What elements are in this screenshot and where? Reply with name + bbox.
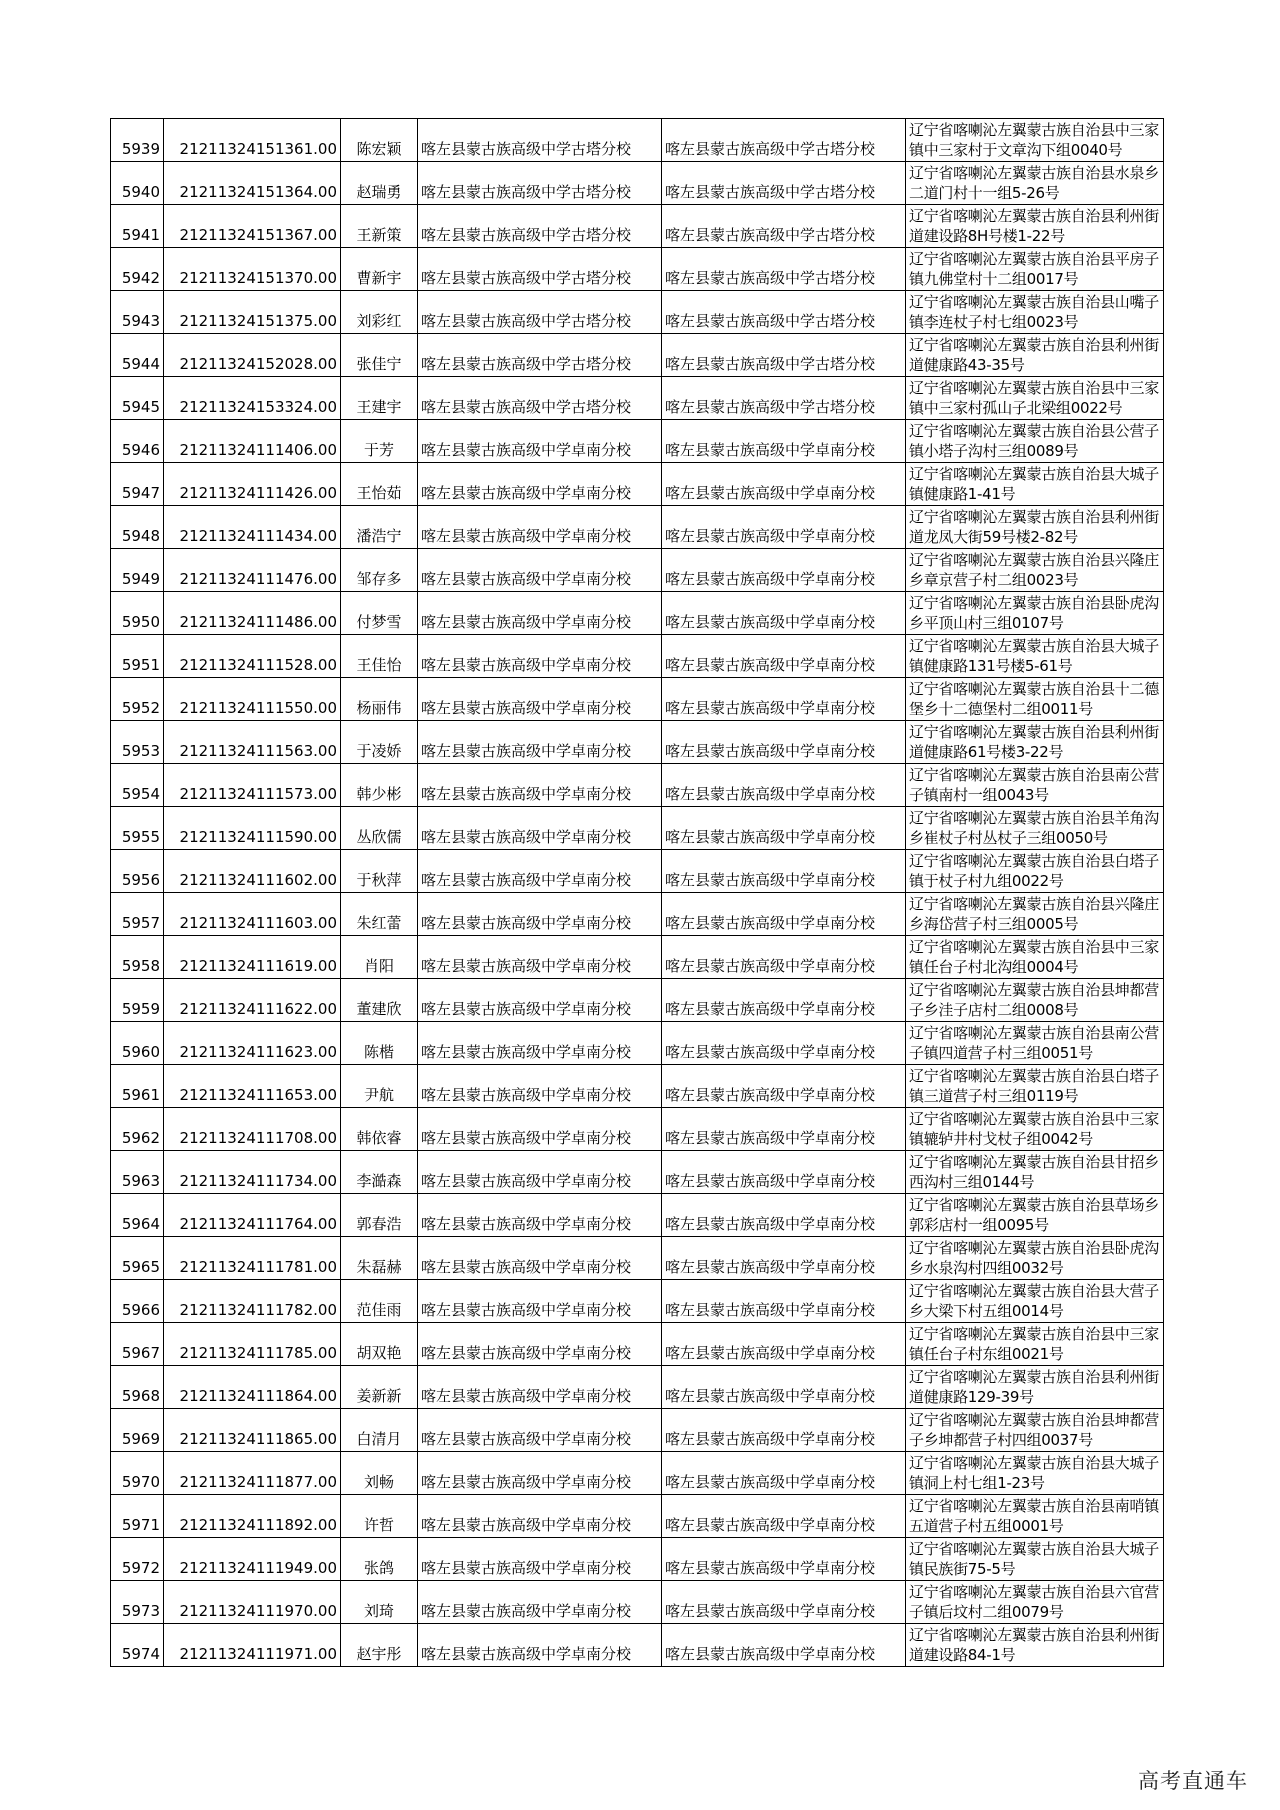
address-cell: 辽宁省喀喇沁左翼蒙古族自治县平房子镇九佛堂村十二组0017号 [906,248,1164,291]
row-number-cell: 5967 [111,1323,164,1366]
student-name-cell: 白清月 [341,1409,418,1452]
school-cell: 喀左县蒙古族高级中学卓南分校 [418,420,662,463]
school-cell: 喀左县蒙古族高级中学古塔分校 [418,248,662,291]
row-number-cell: 5950 [111,592,164,635]
school-cell: 喀左县蒙古族高级中学卓南分校 [418,1495,662,1538]
student-name-cell: 董建欣 [341,979,418,1022]
school-cell: 喀左县蒙古族高级中学卓南分校 [418,893,662,936]
row-number-cell: 5964 [111,1194,164,1237]
school-cell: 喀左县蒙古族高级中学古塔分校 [418,205,662,248]
address-cell: 辽宁省喀喇沁左翼蒙古族自治县白塔子镇于杖子村九组0022号 [906,850,1164,893]
school-cell: 喀左县蒙古族高级中学卓南分校 [418,1366,662,1409]
school-cell: 喀左县蒙古族高级中学卓南分校 [418,764,662,807]
school-cell: 喀左县蒙古族高级中学卓南分校 [418,1065,662,1108]
row-number-cell: 5957 [111,893,164,936]
exam-id-cell: 21211324111550.00 [164,678,341,721]
student-name-cell: 朱红蕾 [341,893,418,936]
row-number-cell: 5966 [111,1280,164,1323]
exam-id-cell: 21211324111602.00 [164,850,341,893]
school-cell: 喀左县蒙古族高级中学古塔分校 [418,377,662,420]
address-cell: 辽宁省喀喇沁左翼蒙古族自治县卧虎沟乡水泉沟村四组0032号 [906,1237,1164,1280]
school-cell: 喀左县蒙古族高级中学卓南分校 [418,1151,662,1194]
student-name-cell: 姜新新 [341,1366,418,1409]
address-cell: 辽宁省喀喇沁左翼蒙古族自治县甘招乡西沟村三组0144号 [906,1151,1164,1194]
admission-school-cell: 喀左县蒙古族高级中学卓南分校 [662,936,906,979]
student-table [110,118,1164,1667]
student-name-cell: 张佳宁 [341,334,418,377]
table-row [111,291,1164,334]
table-row [111,463,1164,506]
row-number-cell: 5942 [111,248,164,291]
student-table-container [110,118,1164,1667]
exam-id-cell: 21211324111486.00 [164,592,341,635]
table-row [111,1409,1164,1452]
school-cell: 喀左县蒙古族高级中学卓南分校 [418,1409,662,1452]
admission-school-cell: 喀左县蒙古族高级中学古塔分校 [662,377,906,420]
school-cell: 喀左县蒙古族高级中学卓南分校 [418,1108,662,1151]
student-name-cell: 朱磊赫 [341,1237,418,1280]
exam-id-cell: 21211324111619.00 [164,936,341,979]
school-cell: 喀左县蒙古族高级中学卓南分校 [418,1022,662,1065]
admission-school-cell: 喀左县蒙古族高级中学卓南分校 [662,635,906,678]
admission-school-cell: 喀左县蒙古族高级中学卓南分校 [662,850,906,893]
address-cell: 辽宁省喀喇沁左翼蒙古族自治县兴隆庄乡海岱营子村三组0005号 [906,893,1164,936]
student-name-cell: 郭春浩 [341,1194,418,1237]
admission-school-cell: 喀左县蒙古族高级中学古塔分校 [662,334,906,377]
address-cell: 辽宁省喀喇沁左翼蒙古族自治县山嘴子镇李连杖子村七组0023号 [906,291,1164,334]
address-cell: 辽宁省喀喇沁左翼蒙古族自治县利州街道建设路84-1号 [906,1624,1164,1667]
table-row [111,1022,1164,1065]
admission-school-cell: 喀左县蒙古族高级中学卓南分校 [662,1538,906,1581]
student-name-cell: 邹存多 [341,549,418,592]
row-number-cell: 5969 [111,1409,164,1452]
table-row [111,1237,1164,1280]
school-cell: 喀左县蒙古族高级中学卓南分校 [418,850,662,893]
table-row [111,420,1164,463]
student-name-cell: 张鸽 [341,1538,418,1581]
exam-id-cell: 21211324111781.00 [164,1237,341,1280]
exam-id-cell: 21211324111764.00 [164,1194,341,1237]
table-row [111,1366,1164,1409]
admission-school-cell: 喀左县蒙古族高级中学卓南分校 [662,979,906,1022]
admission-school-cell: 喀左县蒙古族高级中学卓南分校 [662,1323,906,1366]
student-name-cell: 曹新宇 [341,248,418,291]
exam-id-cell: 21211324111864.00 [164,1366,341,1409]
exam-id-cell: 21211324111426.00 [164,463,341,506]
table-row [111,635,1164,678]
admission-school-cell: 喀左县蒙古族高级中学卓南分校 [662,1194,906,1237]
address-cell: 辽宁省喀喇沁左翼蒙古族自治县公营子镇小塔子沟村三组0089号 [906,420,1164,463]
table-row [111,1538,1164,1581]
exam-id-cell: 21211324111622.00 [164,979,341,1022]
row-number-cell: 5943 [111,291,164,334]
exam-id-cell: 21211324111892.00 [164,1495,341,1538]
address-cell: 辽宁省喀喇沁左翼蒙古族自治县大城子镇洞上村七组1-23号 [906,1452,1164,1495]
table-row [111,1151,1164,1194]
row-number-cell: 5968 [111,1366,164,1409]
table-row [111,850,1164,893]
row-number-cell: 5958 [111,936,164,979]
school-cell: 喀左县蒙古族高级中学卓南分校 [418,506,662,549]
row-number-cell: 5973 [111,1581,164,1624]
admission-school-cell: 喀左县蒙古族高级中学卓南分校 [662,807,906,850]
exam-id-cell: 21211324111563.00 [164,721,341,764]
row-number-cell: 5951 [111,635,164,678]
table-row [111,721,1164,764]
school-cell: 喀左县蒙古族高级中学卓南分校 [418,1237,662,1280]
school-cell: 喀左县蒙古族高级中学卓南分校 [418,549,662,592]
exam-id-cell: 21211324153324.00 [164,377,341,420]
admission-school-cell: 喀左县蒙古族高级中学卓南分校 [662,592,906,635]
admission-school-cell: 喀左县蒙古族高级中学古塔分校 [662,291,906,334]
student-name-cell: 韩依睿 [341,1108,418,1151]
table-row [111,377,1164,420]
address-cell: 辽宁省喀喇沁左翼蒙古族自治县十二德堡乡十二德堡村二组0011号 [906,678,1164,721]
exam-id-cell: 21211324111528.00 [164,635,341,678]
address-cell: 辽宁省喀喇沁左翼蒙古族自治县水泉乡二道门村十一组5-26号 [906,162,1164,205]
student-name-cell: 于芳 [341,420,418,463]
admission-school-cell: 喀左县蒙古族高级中学卓南分校 [662,893,906,936]
table-row [111,334,1164,377]
exam-id-cell: 21211324111406.00 [164,420,341,463]
address-cell: 辽宁省喀喇沁左翼蒙古族自治县中三家镇辘轳井村戈杖子组0042号 [906,1108,1164,1151]
address-cell: 辽宁省喀喇沁左翼蒙古族自治县坤都营子乡洼子店村二组0008号 [906,979,1164,1022]
row-number-cell: 5956 [111,850,164,893]
address-cell: 辽宁省喀喇沁左翼蒙古族自治县坤都营子乡坤都营子村四组0037号 [906,1409,1164,1452]
address-cell: 辽宁省喀喇沁左翼蒙古族自治县羊角沟乡崔杖子村丛杖子三组0050号 [906,807,1164,850]
exam-id-cell: 21211324111782.00 [164,1280,341,1323]
school-cell: 喀左县蒙古族高级中学卓南分校 [418,936,662,979]
admission-school-cell: 喀左县蒙古族高级中学卓南分校 [662,1237,906,1280]
address-cell: 辽宁省喀喇沁左翼蒙古族自治县中三家镇任台子村东组0021号 [906,1323,1164,1366]
admission-school-cell: 喀左县蒙古族高级中学卓南分校 [662,1108,906,1151]
row-number-cell: 5953 [111,721,164,764]
student-name-cell: 杨丽伟 [341,678,418,721]
school-cell: 喀左县蒙古族高级中学古塔分校 [418,162,662,205]
row-number-cell: 5960 [111,1022,164,1065]
exam-id-cell: 21211324111785.00 [164,1323,341,1366]
student-name-cell: 韩少彬 [341,764,418,807]
school-cell: 喀左县蒙古族高级中学卓南分校 [418,592,662,635]
exam-id-cell: 21211324152028.00 [164,334,341,377]
table-row [111,1495,1164,1538]
row-number-cell: 5955 [111,807,164,850]
address-cell: 辽宁省喀喇沁左翼蒙古族自治县白塔子镇三道营子村三组0119号 [906,1065,1164,1108]
address-cell: 辽宁省喀喇沁左翼蒙古族自治县六官营子镇后坟村二组0079号 [906,1581,1164,1624]
row-number-cell: 5939 [111,119,164,162]
table-row [111,936,1164,979]
address-cell: 辽宁省喀喇沁左翼蒙古族自治县中三家镇中三家村于文章沟下组0040号 [906,119,1164,162]
admission-school-cell: 喀左县蒙古族高级中学古塔分校 [662,205,906,248]
address-cell: 辽宁省喀喇沁左翼蒙古族自治县利州街道龙凤大街59号楼2-82号 [906,506,1164,549]
table-row [111,807,1164,850]
table-row [111,592,1164,635]
row-number-cell: 5947 [111,463,164,506]
address-cell: 辽宁省喀喇沁左翼蒙古族自治县草场乡郭彩店村一组0095号 [906,1194,1164,1237]
address-cell: 辽宁省喀喇沁左翼蒙古族自治县兴隆庄乡章京营子村二组0023号 [906,549,1164,592]
student-name-cell: 刘彩红 [341,291,418,334]
admission-school-cell: 喀左县蒙古族高级中学卓南分校 [662,463,906,506]
admission-school-cell: 喀左县蒙古族高级中学卓南分校 [662,1065,906,1108]
row-number-cell: 5944 [111,334,164,377]
address-cell: 辽宁省喀喇沁左翼蒙古族自治县南公营子镇四道营子村三组0051号 [906,1022,1164,1065]
row-number-cell: 5974 [111,1624,164,1667]
admission-school-cell: 喀左县蒙古族高级中学古塔分校 [662,162,906,205]
exam-id-cell: 21211324111590.00 [164,807,341,850]
exam-id-cell: 21211324111573.00 [164,764,341,807]
school-cell: 喀左县蒙古族高级中学卓南分校 [418,1538,662,1581]
row-number-cell: 5972 [111,1538,164,1581]
school-cell: 喀左县蒙古族高级中学卓南分校 [418,721,662,764]
table-row [111,1323,1164,1366]
admission-school-cell: 喀左县蒙古族高级中学卓南分校 [662,678,906,721]
school-cell: 喀左县蒙古族高级中学卓南分校 [418,1194,662,1237]
table-row [111,893,1164,936]
school-cell: 喀左县蒙古族高级中学卓南分校 [418,1452,662,1495]
exam-id-cell: 21211324111476.00 [164,549,341,592]
table-row [111,678,1164,721]
school-cell: 喀左县蒙古族高级中学卓南分校 [418,1581,662,1624]
school-cell: 喀左县蒙古族高级中学卓南分校 [418,635,662,678]
address-cell: 辽宁省喀喇沁左翼蒙古族自治县南公营子镇南村一组0043号 [906,764,1164,807]
address-cell: 辽宁省喀喇沁左翼蒙古族自治县南哨镇五道营子村五组0001号 [906,1495,1164,1538]
table-row [111,1280,1164,1323]
student-name-cell: 李澔森 [341,1151,418,1194]
address-cell: 辽宁省喀喇沁左翼蒙古族自治县大城子镇健康路1-41号 [906,463,1164,506]
admission-school-cell: 喀左县蒙古族高级中学卓南分校 [662,549,906,592]
admission-school-cell: 喀左县蒙古族高级中学卓南分校 [662,1366,906,1409]
table-row [111,549,1164,592]
table-row [111,506,1164,549]
table-row [111,1581,1164,1624]
student-name-cell: 赵宇彤 [341,1624,418,1667]
table-row [111,979,1164,1022]
row-number-cell: 5965 [111,1237,164,1280]
school-cell: 喀左县蒙古族高级中学卓南分校 [418,678,662,721]
row-number-cell: 5948 [111,506,164,549]
exam-id-cell: 21211324111734.00 [164,1151,341,1194]
table-row [111,1065,1164,1108]
school-cell: 喀左县蒙古族高级中学卓南分校 [418,1323,662,1366]
table-row [111,248,1164,291]
row-number-cell: 5961 [111,1065,164,1108]
address-cell: 辽宁省喀喇沁左翼蒙古族自治县卧虎沟乡平顶山村三组0107号 [906,592,1164,635]
row-number-cell: 5946 [111,420,164,463]
table-row [111,1452,1164,1495]
student-name-cell: 胡双艳 [341,1323,418,1366]
address-cell: 辽宁省喀喇沁左翼蒙古族自治县利州街道建设路8H号楼1-22号 [906,205,1164,248]
student-name-cell: 付梦雪 [341,592,418,635]
school-cell: 喀左县蒙古族高级中学古塔分校 [418,291,662,334]
exam-id-cell: 21211324111603.00 [164,893,341,936]
admission-school-cell: 喀左县蒙古族高级中学卓南分校 [662,1581,906,1624]
admission-school-cell: 喀左县蒙古族高级中学古塔分校 [662,248,906,291]
school-cell: 喀左县蒙古族高级中学卓南分校 [418,979,662,1022]
student-name-cell: 潘浩宁 [341,506,418,549]
row-number-cell: 5971 [111,1495,164,1538]
student-name-cell: 尹航 [341,1065,418,1108]
table-row [111,764,1164,807]
school-cell: 喀左县蒙古族高级中学古塔分校 [418,119,662,162]
exam-id-cell: 21211324151364.00 [164,162,341,205]
exam-id-cell: 21211324111949.00 [164,1538,341,1581]
admission-school-cell: 喀左县蒙古族高级中学卓南分校 [662,1624,906,1667]
address-cell: 辽宁省喀喇沁左翼蒙古族自治县利州街道健康路43-35号 [906,334,1164,377]
school-cell: 喀左县蒙古族高级中学卓南分校 [418,1624,662,1667]
student-name-cell: 王怡茹 [341,463,418,506]
exam-id-cell: 21211324111434.00 [164,506,341,549]
school-cell: 喀左县蒙古族高级中学古塔分校 [418,334,662,377]
exam-id-cell: 21211324111708.00 [164,1108,341,1151]
table-body [111,119,1164,1667]
admission-school-cell: 喀左县蒙古族高级中学卓南分校 [662,721,906,764]
row-number-cell: 5962 [111,1108,164,1151]
footer-brand-watermark: 高考直通车 [1138,1769,1248,1793]
admission-school-cell: 喀左县蒙古族高级中学卓南分校 [662,1022,906,1065]
row-number-cell: 5963 [111,1151,164,1194]
admission-school-cell: 喀左县蒙古族高级中学卓南分校 [662,1495,906,1538]
address-cell: 辽宁省喀喇沁左翼蒙古族自治县利州街道健康路129-39号 [906,1366,1164,1409]
student-name-cell: 王建宇 [341,377,418,420]
address-cell: 辽宁省喀喇沁左翼蒙古族自治县大城子镇民族街75-5号 [906,1538,1164,1581]
row-number-cell: 5959 [111,979,164,1022]
exam-id-cell: 21211324151361.00 [164,119,341,162]
exam-id-cell: 21211324111970.00 [164,1581,341,1624]
student-name-cell: 王新策 [341,205,418,248]
student-name-cell: 范佳雨 [341,1280,418,1323]
row-number-cell: 5954 [111,764,164,807]
exam-id-cell: 21211324111865.00 [164,1409,341,1452]
student-name-cell: 丛欣儒 [341,807,418,850]
student-name-cell: 王佳怡 [341,635,418,678]
student-name-cell: 刘畅 [341,1452,418,1495]
student-name-cell: 于凌娇 [341,721,418,764]
student-name-cell: 于秋萍 [341,850,418,893]
table-row [111,162,1164,205]
admission-school-cell: 喀左县蒙古族高级中学卓南分校 [662,1280,906,1323]
table-row [111,119,1164,162]
admission-school-cell: 喀左县蒙古族高级中学古塔分校 [662,119,906,162]
admission-school-cell: 喀左县蒙古族高级中学卓南分校 [662,1151,906,1194]
row-number-cell: 5941 [111,205,164,248]
student-name-cell: 陈楷 [341,1022,418,1065]
row-number-cell: 5970 [111,1452,164,1495]
table-row [111,1108,1164,1151]
admission-school-cell: 喀左县蒙古族高级中学卓南分校 [662,1452,906,1495]
admission-school-cell: 喀左县蒙古族高级中学卓南分校 [662,506,906,549]
table-row [111,1194,1164,1237]
address-cell: 辽宁省喀喇沁左翼蒙古族自治县大城子镇健康路131号楼5-61号 [906,635,1164,678]
exam-id-cell: 21211324111877.00 [164,1452,341,1495]
exam-id-cell: 21211324111971.00 [164,1624,341,1667]
row-number-cell: 5952 [111,678,164,721]
exam-id-cell: 21211324111623.00 [164,1022,341,1065]
row-number-cell: 5940 [111,162,164,205]
table-row [111,1624,1164,1667]
student-name-cell: 赵瑞勇 [341,162,418,205]
exam-id-cell: 21211324151367.00 [164,205,341,248]
row-number-cell: 5949 [111,549,164,592]
address-cell: 辽宁省喀喇沁左翼蒙古族自治县中三家镇中三家村孤山子北梁组0022号 [906,377,1164,420]
row-number-cell: 5945 [111,377,164,420]
student-name-cell: 肖阳 [341,936,418,979]
school-cell: 喀左县蒙古族高级中学卓南分校 [418,1280,662,1323]
school-cell: 喀左县蒙古族高级中学卓南分校 [418,463,662,506]
student-name-cell: 陈宏颖 [341,119,418,162]
school-cell: 喀左县蒙古族高级中学卓南分校 [418,807,662,850]
student-name-cell: 许哲 [341,1495,418,1538]
student-name-cell: 刘琦 [341,1581,418,1624]
address-cell: 辽宁省喀喇沁左翼蒙古族自治县利州街道健康路61号楼3-22号 [906,721,1164,764]
admission-school-cell: 喀左县蒙古族高级中学卓南分校 [662,420,906,463]
admission-school-cell: 喀左县蒙古族高级中学卓南分校 [662,1409,906,1452]
exam-id-cell: 21211324111653.00 [164,1065,341,1108]
address-cell: 辽宁省喀喇沁左翼蒙古族自治县大营子乡大梁下村五组0014号 [906,1280,1164,1323]
exam-id-cell: 21211324151370.00 [164,248,341,291]
address-cell: 辽宁省喀喇沁左翼蒙古族自治县中三家镇任台子村北沟组0004号 [906,936,1164,979]
exam-id-cell: 21211324151375.00 [164,291,341,334]
table-row [111,205,1164,248]
admission-school-cell: 喀左县蒙古族高级中学卓南分校 [662,764,906,807]
